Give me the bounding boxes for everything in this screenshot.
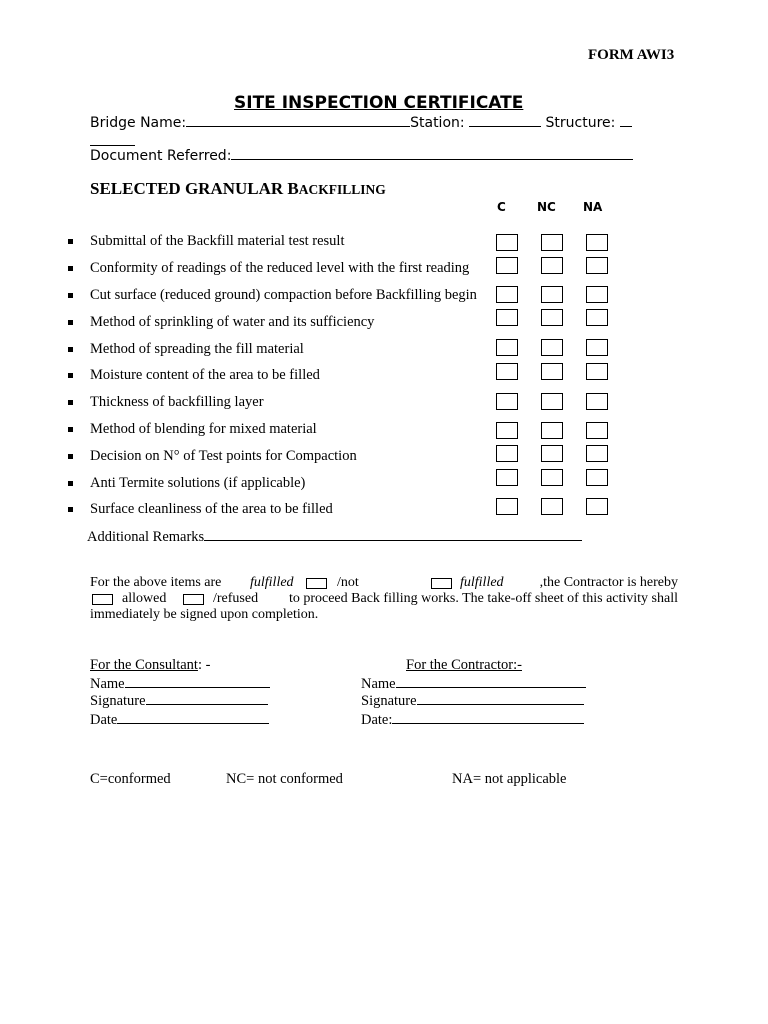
contractor-signature-label: Signature xyxy=(361,693,417,709)
bullet-icon xyxy=(68,347,73,352)
document-referred-field[interactable] xyxy=(231,147,633,160)
checklist-item: Moisture content of the area to be filled xyxy=(90,367,320,383)
not-fulfilled-checkbox[interactable] xyxy=(431,578,452,589)
statement-text: to proceed Back filling works. The take-off sheet of this activity shall xyxy=(288,591,678,606)
consultant-name-label: Name xyxy=(90,676,125,692)
checkbox-na[interactable] xyxy=(586,393,608,410)
document-line xyxy=(90,147,633,164)
bullet-icon xyxy=(68,293,73,298)
bullet-icon xyxy=(68,454,73,459)
station-label: Station: xyxy=(410,115,465,131)
consultant-heading xyxy=(90,657,210,674)
checkbox-nc[interactable] xyxy=(541,309,563,326)
refused-checkbox[interactable] xyxy=(183,594,204,605)
column-header-c: C xyxy=(497,200,506,214)
bullet-icon xyxy=(68,266,73,271)
checkbox-na[interactable] xyxy=(586,363,608,380)
fulfilled-checkbox[interactable] xyxy=(306,578,327,589)
checkbox-c[interactable] xyxy=(496,445,518,462)
checklist-item: Method of spreading the fill material xyxy=(90,341,304,357)
checkbox-nc[interactable] xyxy=(541,498,563,515)
column-header-na: NA xyxy=(583,200,603,214)
checkbox-c[interactable] xyxy=(496,422,518,439)
form-code: FORM AWI3 xyxy=(588,47,675,63)
checkbox-c[interactable] xyxy=(496,234,518,251)
checklist-item: Method of sprinkling of water and its sufficiency xyxy=(90,314,375,330)
statement-text: For the above items are xyxy=(90,575,222,590)
section-title-main: SELECTED GRANULAR B xyxy=(90,179,299,198)
checkbox-na[interactable] xyxy=(586,257,608,274)
checklist-item: Thickness of backfilling layer xyxy=(90,394,264,410)
section-title xyxy=(90,179,386,199)
checklist-item: Conformity of readings of the reduced level with the first reading xyxy=(90,260,470,276)
bridge-name-field[interactable] xyxy=(186,114,410,127)
checkbox-nc[interactable] xyxy=(541,393,563,410)
contractor-date-field[interactable] xyxy=(392,711,584,724)
statement-line-1 xyxy=(90,575,678,591)
contractor-name-line xyxy=(361,675,586,693)
checkbox-nc[interactable] xyxy=(541,422,563,439)
column-header-nc: NC xyxy=(537,200,556,214)
page-title: SITE INSPECTION CERTIFICATE xyxy=(234,93,524,113)
checkbox-na[interactable] xyxy=(586,286,608,303)
legend-na: NA= not applicable xyxy=(452,771,567,787)
bullet-icon xyxy=(68,373,73,378)
consultant-name-line xyxy=(90,675,270,693)
bullet-icon xyxy=(68,427,73,432)
checkbox-na[interactable] xyxy=(586,339,608,356)
consultant-signature-label: Signature xyxy=(90,693,146,709)
checkbox-nc[interactable] xyxy=(541,339,563,356)
contractor-date-label: Date: xyxy=(361,712,393,728)
bridge-name-label: Bridge Name: xyxy=(90,115,187,131)
checklist-item: Surface cleanliness of the area to be filled xyxy=(90,501,333,517)
contractor-signature-line xyxy=(361,692,584,710)
bullet-icon xyxy=(68,239,73,244)
checkbox-c[interactable] xyxy=(496,309,518,326)
contractor-name-label: Name xyxy=(361,676,396,692)
not-text: /not xyxy=(337,575,359,590)
checkbox-nc[interactable] xyxy=(541,234,563,251)
checkbox-c[interactable] xyxy=(496,393,518,410)
consultant-name-field[interactable] xyxy=(125,675,270,688)
structure-label: Structure: xyxy=(545,115,616,131)
bridge-line xyxy=(90,114,632,131)
bullet-icon xyxy=(68,400,73,405)
consultant-heading-text: For the Consultant xyxy=(90,657,198,673)
statement-line-3: immediately be signed upon completion. xyxy=(90,607,319,622)
bullet-icon xyxy=(68,481,73,486)
structure-field-continued[interactable] xyxy=(90,134,135,146)
allowed-text: allowed xyxy=(122,591,167,606)
section-title-small: ACKFILLING xyxy=(298,182,386,197)
legend-nc: NC= not conformed xyxy=(226,771,343,787)
checkbox-c[interactable] xyxy=(496,469,518,486)
checkbox-na[interactable] xyxy=(586,309,608,326)
remarks-label: Additional Remarks xyxy=(87,529,205,545)
consultant-heading-suffix: : - xyxy=(197,657,211,673)
checklist-item: Cut surface (reduced ground) compaction before Backfilling begin xyxy=(90,287,477,303)
contractor-heading: For the Contractor:- xyxy=(406,657,522,673)
structure-field[interactable] xyxy=(620,114,632,127)
checkbox-c[interactable] xyxy=(496,257,518,274)
checkbox-c[interactable] xyxy=(496,498,518,515)
checklist-item: Anti Termite solutions (if applicable) xyxy=(90,475,306,491)
checklist-item: Decision on N° of Test points for Compaction xyxy=(90,448,357,464)
checkbox-na[interactable] xyxy=(586,422,608,439)
checkbox-na[interactable] xyxy=(586,469,608,486)
checkbox-nc[interactable] xyxy=(541,286,563,303)
consultant-date-field[interactable] xyxy=(117,711,269,724)
remarks-field[interactable] xyxy=(204,528,582,541)
bullet-icon xyxy=(68,507,73,512)
document-referred-label: Document Referred: xyxy=(90,148,232,164)
contractor-name-field[interactable] xyxy=(396,675,586,688)
consultant-date-line xyxy=(90,711,269,729)
fulfilled-text: fulfilled xyxy=(250,575,294,590)
checkbox-na[interactable] xyxy=(586,234,608,251)
checkbox-c[interactable] xyxy=(496,286,518,303)
contractor-date-line xyxy=(361,711,584,729)
checkbox-nc[interactable] xyxy=(541,257,563,274)
checklist-item: Submittal of the Backfill material test result xyxy=(90,233,345,249)
consultant-signature-field[interactable] xyxy=(146,692,268,705)
checklist-item: Method of blending for mixed material xyxy=(90,421,317,437)
checkbox-c[interactable] xyxy=(496,339,518,356)
legend-c: C=conformed xyxy=(90,771,171,787)
checkbox-nc[interactable] xyxy=(541,445,563,462)
statement-text: ,the Contractor is hereby xyxy=(539,575,678,590)
refused-text: /refused xyxy=(213,591,259,606)
consultant-signature-line xyxy=(90,692,268,710)
contractor-signature-field[interactable] xyxy=(417,692,584,705)
checkbox-na[interactable] xyxy=(586,498,608,515)
checkbox-na[interactable] xyxy=(586,445,608,462)
checkbox-c[interactable] xyxy=(496,363,518,380)
fulfilled-text-2: fulfilled xyxy=(460,575,504,590)
checkbox-nc[interactable] xyxy=(541,363,563,380)
allowed-checkbox[interactable] xyxy=(92,594,113,605)
remarks-line xyxy=(87,528,582,546)
consultant-date-label: Date xyxy=(90,712,118,728)
bullet-icon xyxy=(68,320,73,325)
station-field[interactable] xyxy=(469,114,541,127)
checkbox-nc[interactable] xyxy=(541,469,563,486)
